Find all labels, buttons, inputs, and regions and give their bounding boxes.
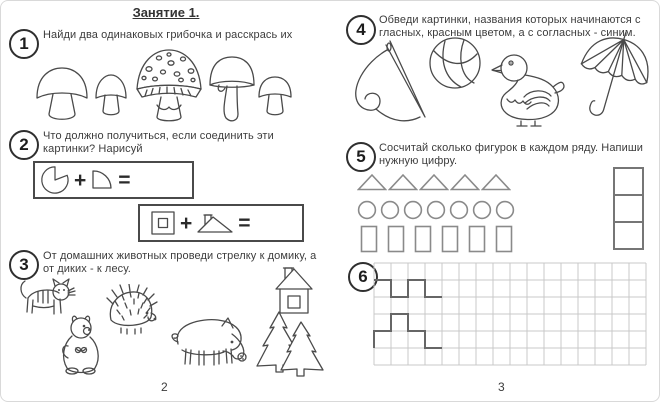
square-row [360,225,513,253]
square-shape [495,225,513,253]
exercise-4-text-line1: Обведи картинки, названия которых начинаются с [379,14,641,26]
triangle-row [357,173,511,191]
plus-sign-1: + [74,168,87,192]
hedgehog-icon [104,284,158,335]
exercise-3-text-line2: от диких - к лесу. [43,263,131,275]
left-page-number: 2 [161,380,168,394]
exercise-1-number: 1 [9,29,39,59]
exercise-2-text-line1: Что должно получиться, если соединить эти [43,130,274,142]
needle-and-thread-icon [348,39,428,125]
triangle-shape [419,173,449,191]
mushroom-curved-stem-icon [207,55,257,124]
umbrella-icon [567,29,659,125]
circle-row [357,200,515,220]
right-page-number: 3 [498,380,505,394]
exercise-2-text-line2: картинки? Нарисуй [43,143,143,155]
triangle-shape [450,173,480,191]
square-shape [468,225,486,253]
exercise-3-number: 3 [9,250,39,280]
plus-sign-2: + [180,211,193,235]
equation-box-2 [138,204,304,242]
answer-box [613,221,644,250]
square-shape [387,225,405,253]
triangle-shape [357,173,387,191]
fly-agaric-mushroom-icon [133,47,205,124]
equals-sign-2: = [238,211,251,235]
exercise-1-text: Найди два одинаковых грибочка и расскрась их [43,29,293,41]
squirrel-icon [56,314,104,377]
duck-icon [491,51,567,128]
equation-box-1 [33,161,194,199]
answer-box [613,167,644,196]
square-shape [441,225,459,253]
square-shape [414,225,432,253]
pig-icon [166,316,252,370]
exercise-2-number: 2 [9,130,39,160]
mushroom-small-icon [94,73,128,121]
exercise-5-text-line1: Сосчитай сколько фигурок в каждом ряду. Напиши [379,142,644,154]
circle-shape [357,200,377,220]
equals-sign-1: = [118,168,131,192]
answer-boxes [613,167,644,250]
three-quarter-circle-icon [40,165,70,195]
circle-shape [472,200,492,220]
circle-shape [403,200,423,220]
triangle-shape [388,173,418,191]
roof-with-chimney-icon [196,212,234,234]
house-icon [273,263,315,315]
exercise-3-text-line1: От домашних животных проведи стрелку к домику, а [43,250,317,262]
exercise-5-text-line2: нужную цифру. [379,155,458,167]
square-in-square-icon [150,210,176,236]
circle-shape [449,200,469,220]
triangle-shape [481,173,511,191]
page-title: Занятие 1. [132,5,200,20]
exercise-5-number: 5 [346,142,376,172]
circle-shape [380,200,400,220]
circle-shape [495,200,515,220]
square-shape [360,225,378,253]
answer-box [613,194,644,223]
mushroom-wide-icon [34,65,90,123]
grid-pattern-line [374,280,442,297]
quarter-circle-wedge-icon [90,169,114,191]
exercise-4-text-line2: гласных, красным цветом, а с согласных - синим. [379,27,636,39]
fir-trees-icon [255,310,325,377]
circle-shape [426,200,446,220]
copy-pattern-grid [373,262,647,366]
exercise-6-number: 6 [348,262,378,292]
exercise-4-number: 4 [346,15,376,45]
ball-icon [428,36,484,91]
mushroom-small-pair-icon [257,75,293,120]
